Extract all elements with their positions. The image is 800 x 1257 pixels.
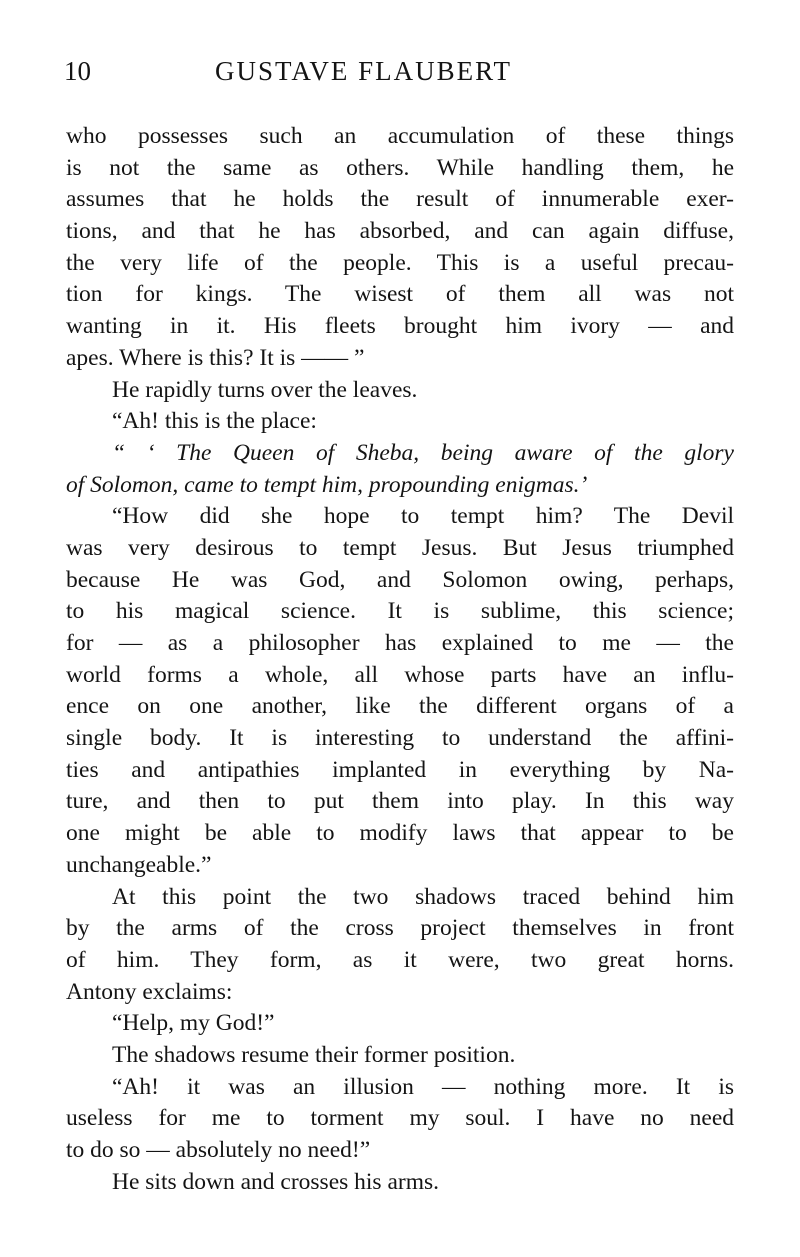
page-number: 10 — [64, 56, 91, 86]
page-header — [64, 56, 740, 96]
text-line: by the arms of the cross project themselves in front — [66, 915, 734, 942]
body-text — [66, 121, 734, 1198]
text-line: of Solomon, came to tempt him, propounding enigmas.’ — [66, 471, 588, 498]
text-line: for — as a philosopher has explained to me — the — [66, 630, 734, 656]
text-line: single body. It is interesting to understand the affini- — [66, 725, 734, 752]
text-line: “Ah! this is the place: — [112, 408, 317, 435]
text-line: apes. Where is this? It is —— ” — [66, 344, 365, 371]
text-line: “How did she hope to tempt him? The Devil — [112, 503, 734, 530]
text-line: one might be able to modify laws that appear to be — [66, 820, 734, 847]
text-line: ence on one another, like the different organs of a — [66, 693, 734, 720]
text-line: to do so — absolutely no need!” — [66, 1137, 371, 1163]
text-line: At this point the two shadows traced behind him — [112, 883, 734, 910]
text-line: to his magical science. It is sublime, this science; — [66, 598, 734, 625]
text-line: The shadows resume their former position. — [112, 1041, 516, 1068]
text-line: of him. They form, as it were, two great horns. — [66, 946, 734, 973]
text-line: tion for kings. The wisest of them all was not — [66, 281, 734, 308]
running-title: GUSTAVE FLAUBERT — [215, 56, 512, 86]
text-line: is not the same as others. While handling them, he — [66, 154, 734, 181]
text-line: “ ‘ The Queen of Sheba, being aware of the glory — [112, 439, 734, 466]
text-line: useless for me to torment my soul. I have no need — [66, 1105, 734, 1132]
text-line: who possesses such an accumulation of these things — [66, 123, 734, 149]
text-line: He rapidly turns over the leaves. — [112, 376, 418, 403]
text-line: assumes that he holds the result of innumerable exer- — [66, 186, 734, 213]
text-line: “Ah! it was an illusion — nothing more. It is — [112, 1073, 734, 1100]
text-line: was very desirous to tempt Jesus. But Jesus triumphed — [66, 534, 734, 561]
text-line: tions, and that he has absorbed, and can again diffuse, — [66, 218, 734, 245]
text-line: ties and antipathies implanted in everything by Na- — [66, 756, 734, 783]
text-line: Antony exclaims: — [66, 978, 233, 1005]
text-line: unchangeable.” — [66, 851, 212, 878]
text-line: He sits down and crosses his arms. — [112, 1168, 440, 1195]
text-line: the very life of the people. This is a useful precau- — [66, 249, 734, 276]
text-line: ture, and then to put them into play. In this way — [66, 788, 734, 815]
text-line: world forms a whole, all whose parts have an influ- — [66, 661, 734, 688]
text-line: because He was God, and Solomon owing, perhaps, — [66, 566, 734, 593]
text-line: wanting in it. His fleets brought him ivory — and — [66, 313, 734, 340]
text-line: “Help, my God!” — [112, 1010, 275, 1037]
